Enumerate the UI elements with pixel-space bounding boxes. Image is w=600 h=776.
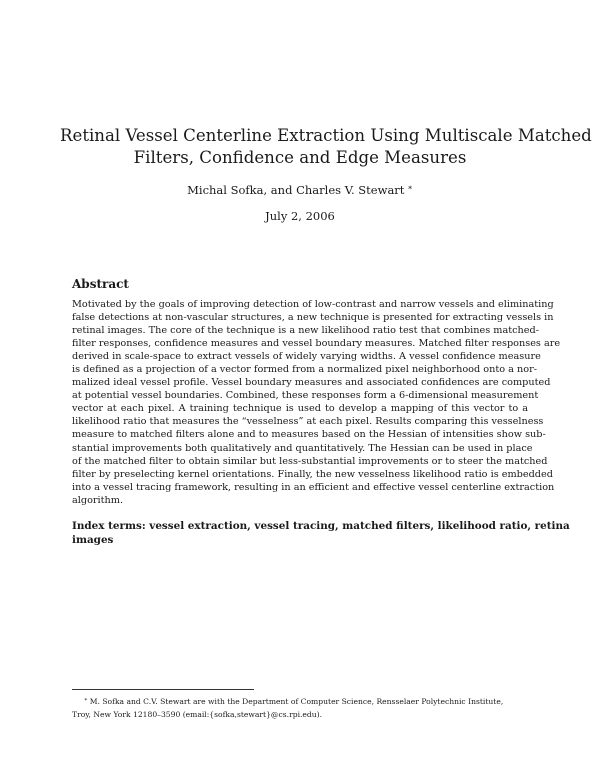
abstract-line: is defined as a projection of a vector formed from a normalized pixel neighborhood onto a nor- <box>72 364 538 376</box>
index-terms <box>72 519 570 547</box>
abstract-line: algorithm. <box>72 494 124 506</box>
footnote-text: M. Sofka and C.V. Stewart are with the Department of Computer Science, Rensselaer Polytechnic Institute, <box>89 697 504 706</box>
footnote-rule <box>72 689 254 690</box>
abstract-body <box>72 298 561 507</box>
abstract-line: Motivated by the goals of improving detection of low-contrast and narrow vessels and eliminating <box>72 299 554 310</box>
abstract-line: retinal images. The core of the technique is a new likelihood ratio test that combines matched- <box>72 325 539 337</box>
author-list <box>100 183 500 197</box>
footnote <box>72 694 528 721</box>
abstract-line: filter by preselecting kernel orientations. Finally, the new vesselness likelihood ratio is embedded <box>72 468 553 480</box>
author-footnote-marker: ∗ <box>407 183 413 192</box>
paper-date: July 2, 2006 <box>265 209 335 223</box>
abstract-line: malized ideal vessel profile. Vessel boundary measures and associated confidences are computed <box>72 377 551 389</box>
abstract-line: derived in scale-space to extract vessels of widely varying widths. A vessel confidence measure <box>72 351 541 363</box>
abstract-line: false detections at non-vascular structures, a new technique is presented for extracting vessels in <box>72 312 554 324</box>
abstract-line: at potential vessel boundaries. Combined, these responses form a 6-dimensional measurement <box>72 390 539 402</box>
paper-title <box>60 125 592 169</box>
abstract-line: stantial improvements both qualitatively and quantitatively. The Hessian can be used in place <box>72 442 533 454</box>
index-terms-line: Index terms: vessel extraction, vessel tracing, matched filters, likelihood ratio, retina <box>72 520 570 532</box>
abstract-heading: Abstract <box>72 277 129 291</box>
title-line: Filters, Confidence and Edge Measures <box>133 148 467 167</box>
abstract-line: vector at each pixel. A training technique is used to develop a mapping of this vector to a <box>72 403 528 415</box>
footnote-marker: ∗ <box>84 697 88 703</box>
title-line: Retinal Vessel Centerline Extraction Using Multiscale Matched <box>60 126 592 145</box>
index-terms-line: images <box>72 534 114 546</box>
abstract-line: likelihood ratio that measures the “vesselness” at each pixel. Results comparing this vesselness <box>72 416 544 428</box>
footnote-line <box>72 694 528 709</box>
abstract-line: of the matched filter to obtain similar but less-substantial improvements or to steer the matched <box>72 455 548 467</box>
abstract-line: measure to matched filters alone and to measures based on the Hessian of intensities show sub- <box>72 429 546 441</box>
footnote-line: Troy, New York 12180–3590 (email:{sofka,stewart}@cs.rpi.edu). <box>72 709 323 719</box>
abstract-line: filter responses, confidence measures and vessel boundary measures. Matched filter responses are <box>72 338 561 350</box>
author-names: Michal Sofka, and Charles V. Stewart <box>187 183 405 197</box>
abstract-line: into a vessel tracing framework, resulting in an efficient and effective vessel centerline extraction <box>72 481 555 493</box>
